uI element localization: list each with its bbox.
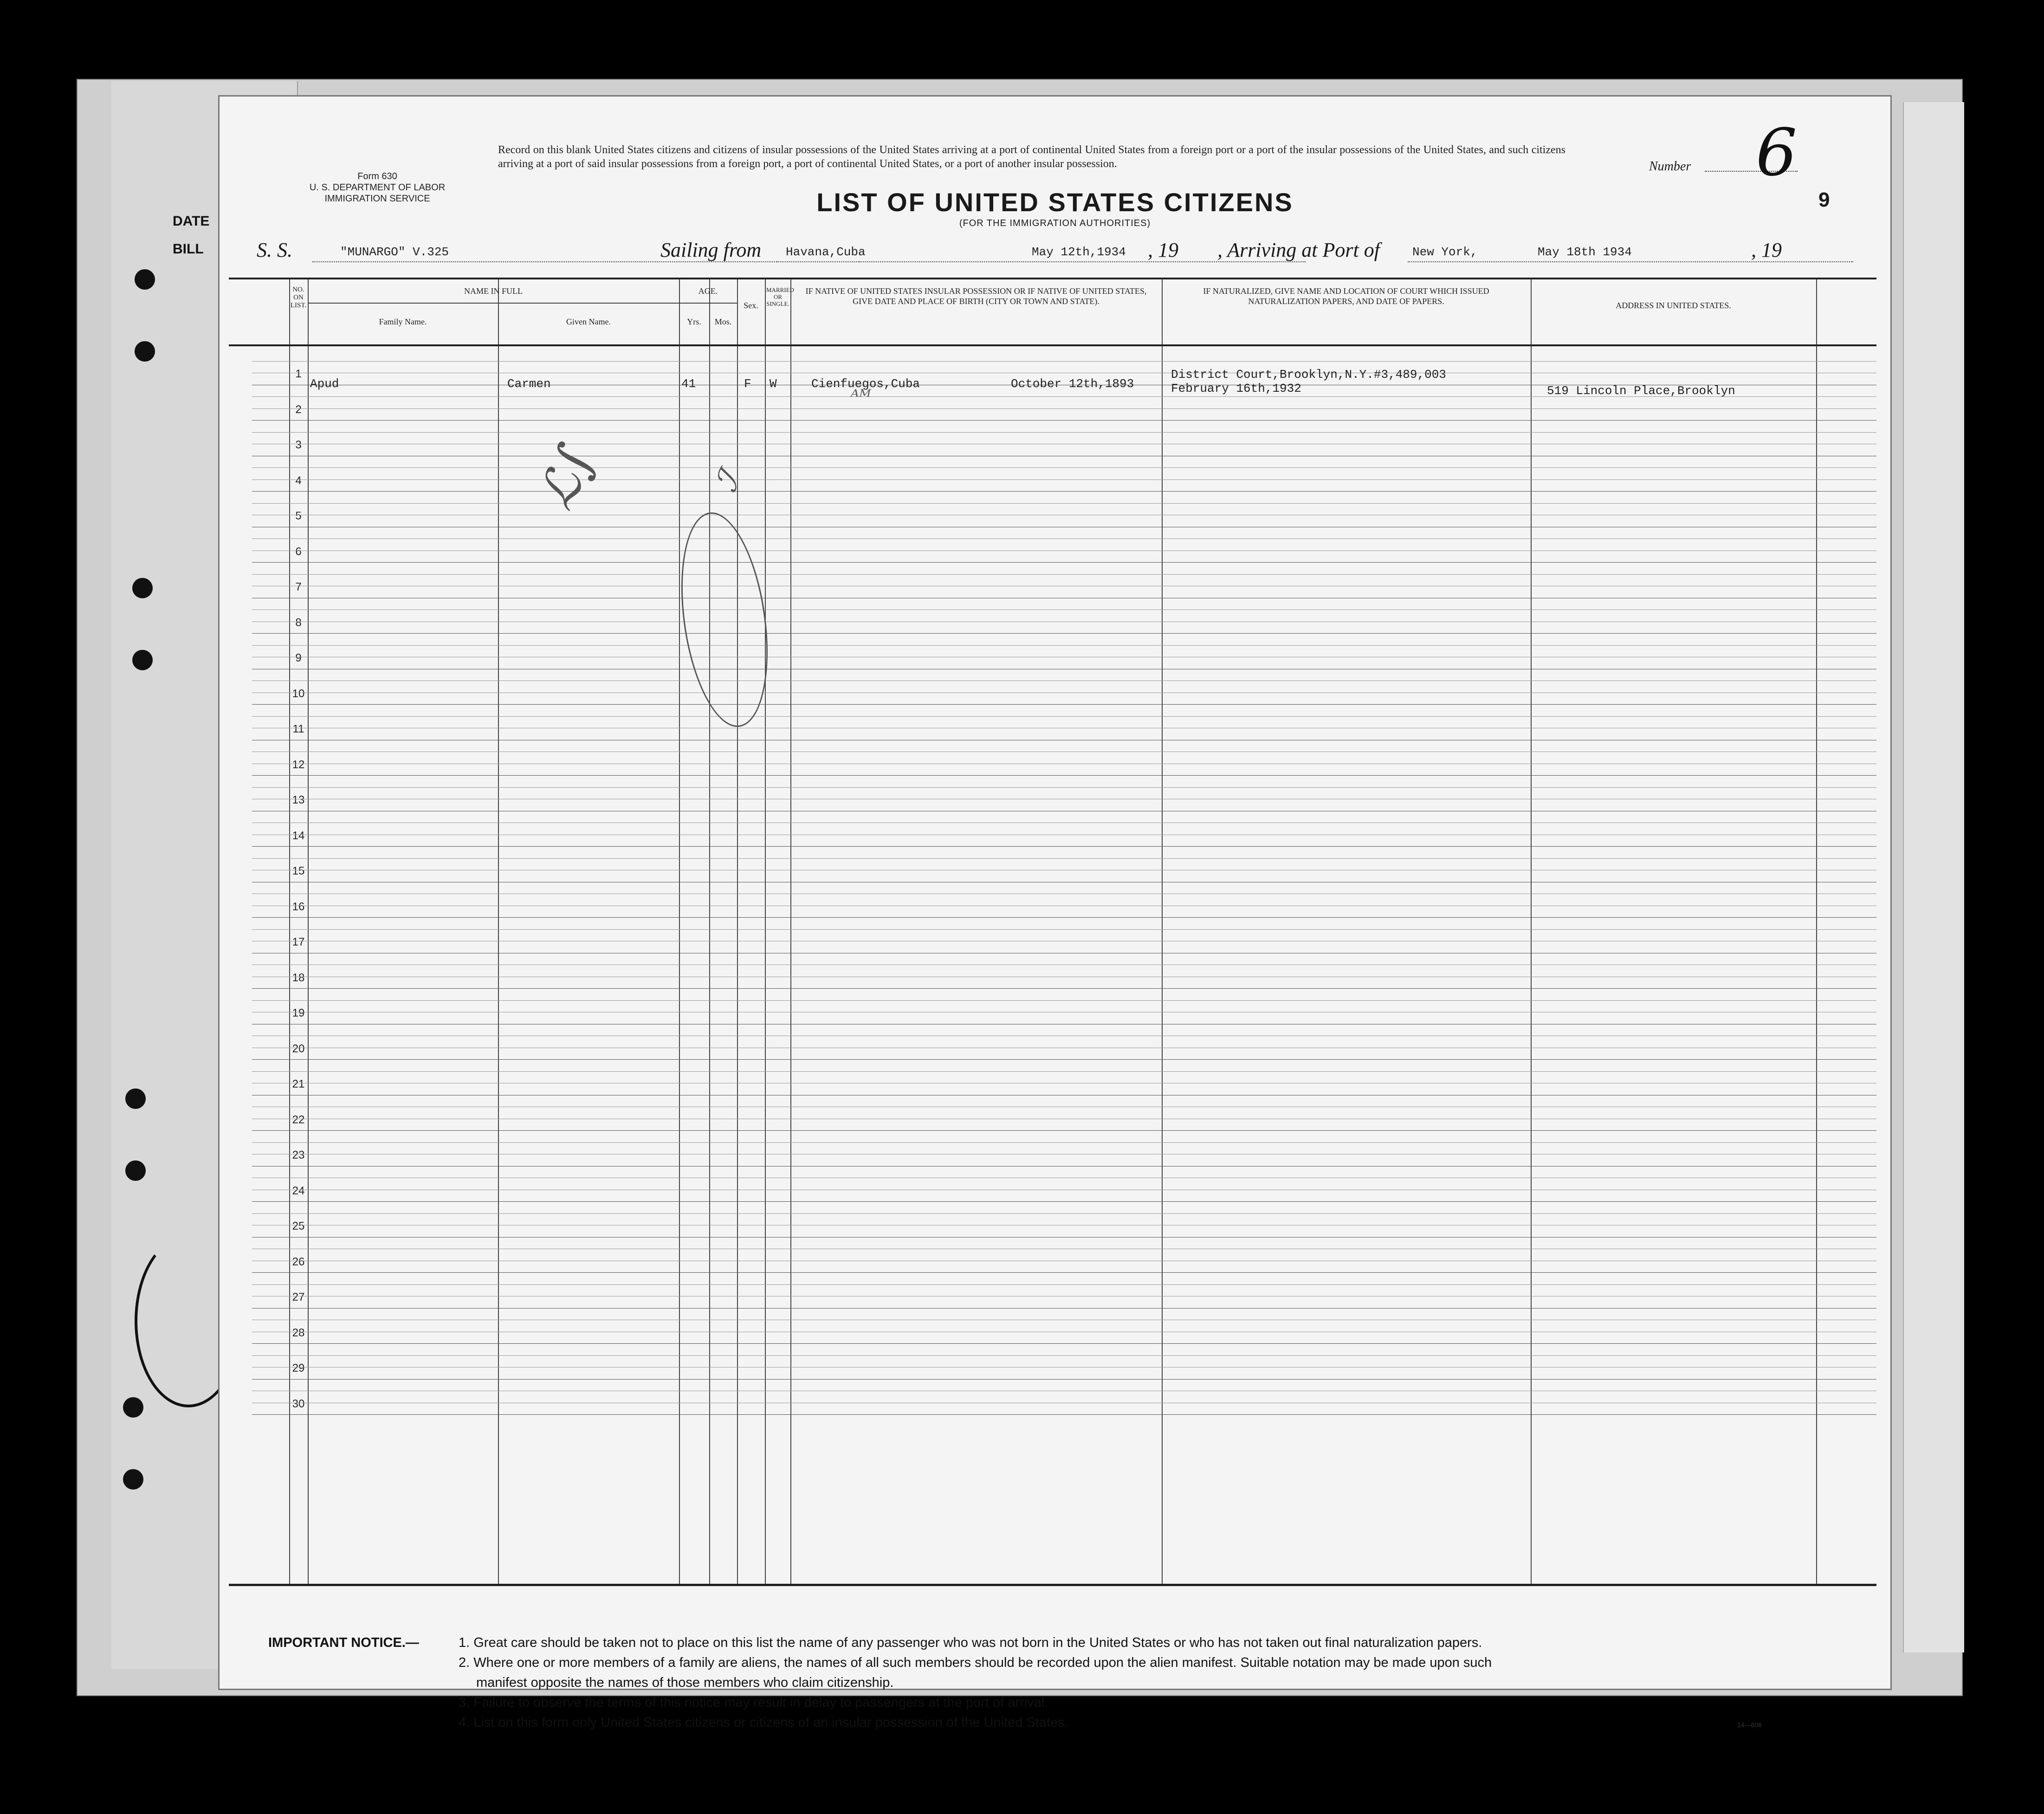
- row-rule: [252, 432, 1876, 433]
- row-rule: [252, 467, 1876, 468]
- row-number: 17: [292, 936, 305, 948]
- column-divider: [1531, 279, 1532, 1584]
- header-married-or-single: MARRIED OR SINGLE.: [766, 286, 794, 307]
- header-bottom-rule: [229, 344, 1876, 346]
- row-rule: [252, 633, 1876, 634]
- punch-hole: [123, 1469, 143, 1490]
- number-label: Number: [1649, 159, 1691, 174]
- row-number: 5: [295, 510, 302, 522]
- row-rule: [252, 1414, 1876, 1415]
- row-number: 7: [295, 581, 302, 593]
- row-number: 21: [292, 1078, 305, 1090]
- row-number: 12: [292, 758, 305, 771]
- form-code: 14—606: [1737, 1721, 1762, 1729]
- header-address: ADDRESS IN UNITED STATES.: [1616, 301, 1731, 310]
- entry-married-status: W: [770, 377, 777, 391]
- entry-address: 519 Lincoln Place,Brooklyn: [1547, 384, 1735, 398]
- arriving-label: , Arriving at Port of: [1217, 239, 1380, 261]
- row-number: 30: [292, 1397, 305, 1410]
- notice-heading: IMPORTANT NOTICE.—: [268, 1635, 419, 1650]
- inspector-time-mark: ᴬᴹ: [851, 386, 871, 408]
- service: IMMIGRATION SERVICE: [324, 194, 430, 204]
- row-rule: [252, 479, 1876, 480]
- row-number: 24: [292, 1184, 305, 1197]
- row-rule: [252, 1355, 1876, 1356]
- row-rule: [252, 1071, 1876, 1072]
- header-age: AGE.: [698, 286, 718, 296]
- column-divider: [498, 279, 499, 1584]
- column-divider: [737, 279, 738, 1584]
- notice-item: 2. Where one or more members of a family are aliens, the names of all such members should be recorded upon the alien manifest. Suitable notation may be made upon such: [459, 1655, 1492, 1670]
- row-rule: [252, 1272, 1876, 1273]
- column-divider: [790, 279, 791, 1584]
- row-rule: [252, 775, 1876, 776]
- entry-age-years: 41: [681, 377, 696, 391]
- row-rule: [252, 716, 1876, 717]
- row-rule: [252, 1343, 1876, 1344]
- page-subtitle: (FOR THE IMMIGRATION AUTHORITIES): [959, 218, 1151, 228]
- row-rule: [252, 408, 1876, 409]
- manifest-form: [218, 95, 1892, 1730]
- row-number: 1: [295, 368, 302, 380]
- arriving-port: New York,: [1412, 245, 1478, 259]
- row-number: 4: [295, 474, 302, 487]
- column-divider: [1816, 279, 1817, 1584]
- row-number: 26: [292, 1255, 305, 1268]
- row-number: 15: [292, 865, 305, 877]
- row-rule: [252, 1201, 1876, 1202]
- row-rule: [252, 1130, 1876, 1131]
- arriving-date: May 18th 1934: [1538, 245, 1632, 259]
- row-number: 16: [292, 900, 305, 913]
- punch-hole: [135, 269, 155, 290]
- left-edge-text: BILL: [173, 241, 204, 257]
- row-rule: [252, 858, 1876, 859]
- row-number: 2: [295, 403, 302, 416]
- row-rule: [252, 846, 1876, 847]
- entry-given-name: Carmen: [507, 377, 551, 391]
- column-divider: [1162, 279, 1163, 1584]
- row-rule: [252, 704, 1876, 705]
- row-rule: [252, 929, 1876, 930]
- row-number: 22: [292, 1113, 305, 1126]
- row-rule: [252, 609, 1876, 610]
- notice-item: manifest opposite the names of those members who claim citizenship.: [476, 1675, 894, 1690]
- instructions-text: Record on this blank United States citizens and citizens of insular possessions of the United States arriving at a port of continental United States from a foreign port or a port of the insular possessions of the United States, and such citizens arriving at a port of said insular possessions from a foreign port, a port of continental United States, or a port of another insular possession.: [498, 144, 1565, 170]
- inspector-initials: ℐ: [707, 466, 748, 498]
- passenger-table: [229, 278, 1876, 1586]
- arriving-line: [1408, 261, 1853, 262]
- row-number: 13: [292, 794, 305, 806]
- row-rule: [252, 1059, 1876, 1060]
- punch-hole: [135, 341, 155, 362]
- punch-hole: [132, 578, 153, 598]
- row-rule: [252, 538, 1876, 539]
- header-name-in-full: NAME IN FULL: [464, 286, 523, 296]
- notice-item: 3. Failure to observe the terms of this notice may result in delay to passengers at the port of arrival.: [459, 1695, 1048, 1710]
- sailing-date: May 12th,1934: [1032, 245, 1126, 259]
- header-yrs: Yrs.: [687, 317, 701, 326]
- entry-family-name: Apud: [310, 377, 339, 391]
- row-rule: [252, 562, 1876, 563]
- row-number: 29: [292, 1362, 305, 1374]
- punch-hole: [125, 1088, 146, 1109]
- row-rule: [252, 988, 1876, 989]
- row-number: 8: [295, 616, 302, 629]
- entry-sex: F: [744, 377, 751, 391]
- header-birth: IF NATIVE OF UNITED STATES INSULAR POSSESSION OR IF NATIVE OF UNITED STATES, GIVE DATE AND PLACE OF BIRTH (CITY OR TOWN AND STATE).: [805, 286, 1147, 306]
- entry-court: District Court,Brooklyn,N.Y.#3,489,003: [1171, 368, 1446, 382]
- header-mos: Mos.: [714, 317, 732, 326]
- number-value: 6: [1756, 115, 1798, 191]
- row-rule: [252, 1213, 1876, 1214]
- ship-name: "MUNARGO" V.325: [340, 245, 449, 259]
- inspector-mark-loop: [669, 507, 780, 732]
- row-rule: [252, 420, 1876, 421]
- entry-birth-date: October 12th,1893: [1011, 377, 1134, 391]
- row-rule: [252, 1379, 1876, 1380]
- inspector-signature: ℒ∫: [526, 435, 607, 518]
- row-number: 19: [292, 1007, 305, 1019]
- row-rule: [252, 503, 1876, 504]
- row-number: 9: [295, 652, 302, 664]
- right-back-page: [1903, 102, 1964, 1652]
- row-rule: [252, 787, 1876, 788]
- row-number: 14: [292, 829, 305, 842]
- department: U. S. DEPARTMENT OF LABOR: [309, 182, 446, 193]
- notice-item: 4. List on this form only United States citizens or citizens of an insular possession of the United States.: [459, 1715, 1068, 1730]
- ss-label: S. S.: [257, 239, 292, 261]
- punch-hole: [132, 650, 153, 670]
- row-number: 23: [292, 1149, 305, 1161]
- row-number: 20: [292, 1042, 305, 1055]
- row-number: 27: [292, 1291, 305, 1303]
- punch-hole: [123, 1397, 143, 1418]
- row-number: 18: [292, 971, 305, 984]
- page-number: 9: [1818, 188, 1830, 211]
- row-rule: [252, 361, 1876, 362]
- header-sex: Sex.: [744, 301, 758, 310]
- row-number: 3: [295, 439, 302, 451]
- row-rule: [252, 645, 1876, 646]
- sailing-label: Sailing from: [660, 239, 762, 261]
- header-rule: [308, 303, 679, 304]
- page-title: LIST OF UNITED STATES CITIZENS: [816, 188, 1294, 217]
- punch-hole: [125, 1160, 146, 1181]
- row-number: 11: [292, 723, 304, 735]
- notice-list: [459, 1633, 1851, 1733]
- header-no-on-list: NO. ON LIST.: [290, 286, 307, 309]
- notice-item: 1. Great care should be taken not to place on this list the name of any passenger who was not born in the United States or who has not taken out final naturalization papers.: [459, 1635, 1482, 1650]
- row-rule: [252, 1000, 1876, 1001]
- left-edge-text: DATE: [173, 214, 210, 229]
- header-given-name: Given Name.: [566, 317, 611, 326]
- row-rule: [252, 491, 1876, 492]
- column-divider: [679, 279, 680, 1584]
- row-rule: [252, 1308, 1876, 1309]
- column-divider: [765, 279, 766, 1584]
- row-rule: [252, 1142, 1876, 1143]
- entry-birth-place: Cienfuegos,Cuba: [811, 377, 920, 391]
- year-label: , 19: [1148, 239, 1178, 261]
- row-number: 6: [295, 545, 302, 558]
- year-label: , 19: [1751, 239, 1782, 261]
- row-number: 10: [292, 687, 305, 700]
- header-rule: [679, 303, 737, 304]
- row-number: 28: [292, 1326, 305, 1339]
- row-number: 25: [292, 1220, 305, 1232]
- row-rule: [252, 1284, 1876, 1285]
- entry-papers-date: February 16th,1932: [1171, 382, 1301, 395]
- header-family-name: Family Name.: [379, 317, 427, 326]
- sailing-from: Havana,Cuba: [786, 245, 866, 259]
- form-number: Form 630: [357, 171, 397, 181]
- row-rule: [252, 917, 1876, 918]
- row-rule: [252, 574, 1876, 575]
- row-rule: [252, 680, 1876, 681]
- header-naturalized: IF NATURALIZED, GIVE NAME AND LOCATION OF COURT WHICH ISSUED NATURALIZATION PAPERS, AND DATE OF PAPERS.: [1203, 286, 1489, 306]
